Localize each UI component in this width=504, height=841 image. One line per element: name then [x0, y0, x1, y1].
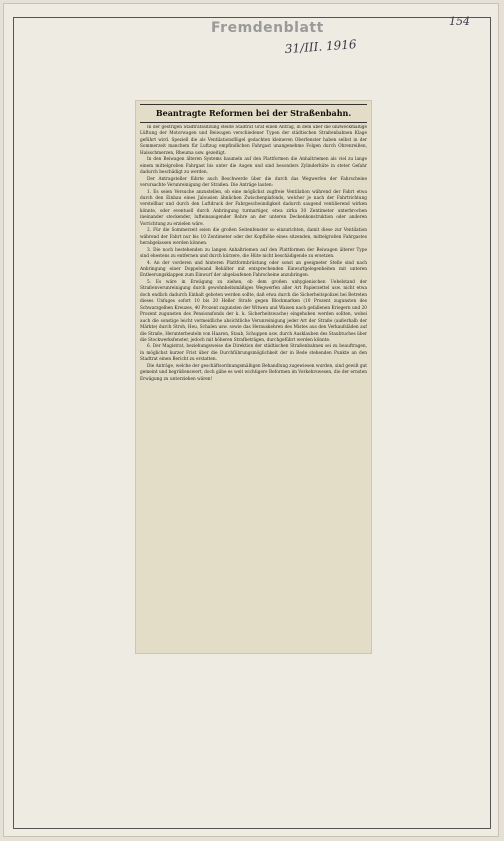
article-paragraph: In den Beiwagen älteren Systems baumeln auf den Plattformen die Anhaltriemen als viel zu lange einem mittelgroßen Fahrgast bis unter die Augen und sind besonders Zylinderhüte in steter Gefahr dadurch beschädigt zu werden. [140, 157, 367, 176]
newspaper-masthead: Fremdenblatt [211, 20, 324, 36]
article-paragraph: Der Antragsteller führte auch Beschwerde über die durch das Wegwerfen der Fahrscheine verursachte Verunreinigung der Straßen. Die Anträge lauten: [140, 176, 367, 189]
article-paragraph: 1. Es seien Versuche anzustellen, ob eine möglichst zugfreie Ventilation während der Fahrt etwa durch den Einbau eines Jalousien ähnlichen Zwischenplafonds, welcher je nach der Fahrtrichtung verstellbar und durch den Luftdruck der Fahrgeschwindigkeit dadurch saugend ventilierend wirken könnte, oder eventuell durch Anbringung turmartiger, etwa zirka 30 Zentimeter unterbrochen ineinander steckender, lufteinsaugender Rohre an der unteren Deckenkonstruktion oder anderen Vorrichtung zu erzielen wäre. [140, 189, 367, 227]
page-number: 154 [449, 15, 470, 28]
article-paragraph: Die Anträge, welche der geschäftsordnungsmäßigen Behandlung zugewiesen wurden, sind gewiß gut gemeint und begrüßenswert, doch gäbe es weit wichtigere Reformen im Verkehrswesen, die der ernsten Erwägung zu unterziehen wären! [140, 363, 367, 382]
archive-sheet [3, 3, 499, 837]
article-headline: Beantragte Reformen bei der Straßenbahn. [140, 104, 367, 123]
newspaper-clipping [136, 101, 371, 653]
article-paragraph: 6. Der Magistrat, beziehungsweise die Direktion der städtischen Straßenbahnen sei zu beauftragen, in möglichst kurzer Frist über die Durchführungsmöglichkeit der in Rede stehenden Punkte an den Stadtrat einen Bericht zu erstatten. [140, 344, 367, 363]
article-paragraph: 2. Für die Sommerzeit seien die großen Seitenfenster so einzurichten, damit diese zur Ventilation während der Fahrt nur bis 10 Zentimeter oder der Kopfhöhe eines sitzenden, mittelgroßen Fahrgastes herabgelassen werden können. [140, 228, 367, 247]
article-paragraph: 4. An der vorderen und hinteren Plattformbrüstung oder sonst an geeigneter Stelle sind nach Anbringung einer Doppelwand Behälter mit entsprechenden Einwurfgelegenheiten mit unteren Entleerungsklappen zum Einwurf der abgelaufenen Fahrscheine anzubringen. [140, 260, 367, 279]
handwritten-date: 31/III. 1916 [284, 37, 357, 57]
article-body [140, 125, 367, 649]
article-paragraph: 5. Es wäre in Erwägung zu ziehen, ob dem großen unhygienischen Uebelstand der Straßenverunreinigung durch gewohnheitsmäßiges Wegwerfen aller Art Papierzettel usw. nicht etwa doch endlich dadurch Einhalt geboten werden sollte, daß etwa durch die Sicherheitspolizei bei Betreten dieses Unfuges sofort 10 bis 20 Heller Strafe gegen Blockmarken (10 Prozent zugunsten des Schwarzgelben Kreuzes, 40 Prozent zugunsten der Witwen und Waisen nach gefallenen Kriegern und 20 Prozent zugunsten des Pensionsfonds der k. k. Sicherheitswache) eingehoben werden sollten, wobei auch die sonstige leicht vermeidliche absichtliche Verunreinigung jeder Art der Straße (außerhalb der Märkte) durch Stroh, Heu, Schalen usw. sowie das Herauskehren des Mistes aus den Verkaufsläden auf die Straße, Herunterbeuteln von Haaren, Staub, Schuppen usw. durch Ausklauben des Staubtuches über die Stockwerksfenster, jedoch mit höheren Strafbeträgen, durchgeführt werden könnte. [140, 279, 367, 343]
article-paragraph: In der gestrigen Stadtratssitzung stellte Stadtrat Gräf einen Antrag, in dem über die unzweckmäßige Lüftung der Motorwagen und Beiwagen verschiedener Typen der städtischen Straßenbahnen Klage geführt wird. Speziell die als Ventilationsflügel gedachten kleineren Oberfenster haben selbst in der Sommerzeit manchem für Luftzug empfindlichen Fahrgast unangenehme Folgen durch Ohrenreißen, Halsschmerzen, Rheuma usw. gezeitigt. [140, 125, 367, 156]
article-paragraph: 3. Die noch bestehenden zu langen Anhaltriemen auf den Plattformen der Beiwagen älterer Type sind ehestens zu entfernen und durch kürzere, die Hüte nicht beschädigende zu ersetzen. [140, 247, 367, 260]
